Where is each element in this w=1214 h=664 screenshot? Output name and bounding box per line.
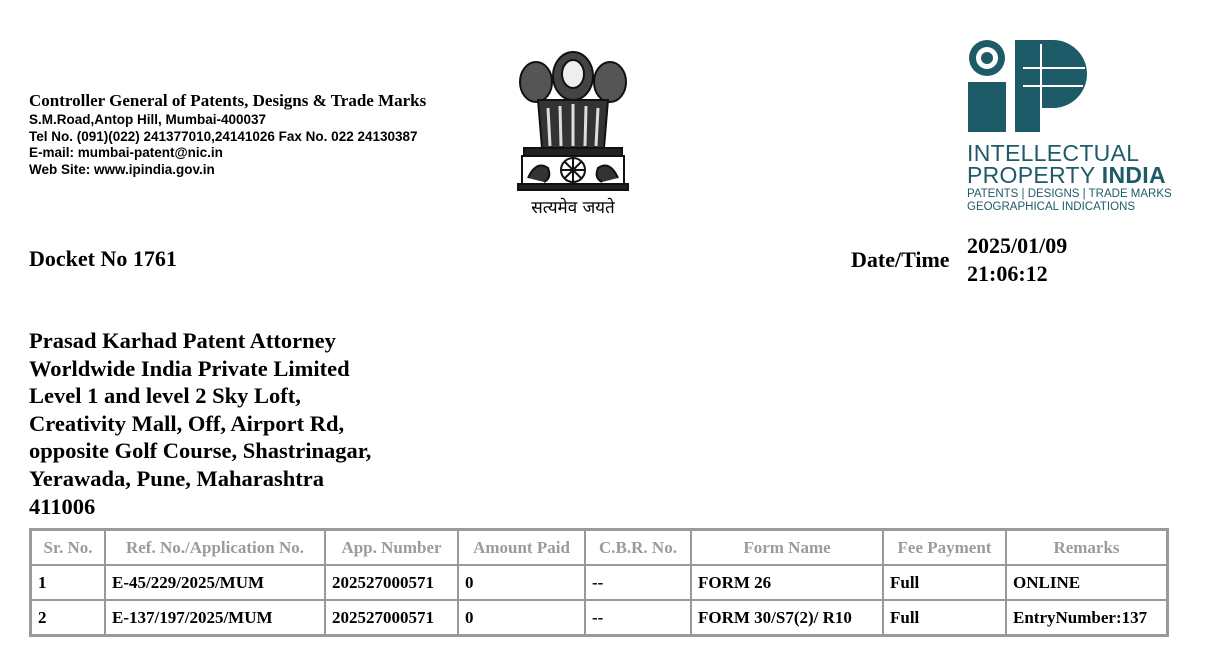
cell-amount-paid: 0 (458, 565, 585, 600)
cell-fee-payment: Full (883, 565, 1006, 600)
cell-app-number: 202527000571 (325, 600, 458, 636)
header-fee-payment: Fee Payment (883, 530, 1006, 566)
ip-subtitle-line2: GEOGRAPHICAL INDICATIONS (967, 201, 1136, 213)
cell-sr-no: 2 (31, 600, 106, 636)
addressee-line: Yerawada, Pune, Maharashtra (29, 465, 324, 491)
office-block (29, 90, 429, 178)
header-cbr-no: C.B.R. No. (585, 530, 691, 566)
ip-title-india: INDIA (1101, 162, 1166, 188)
ip-title-line1: INTELLECTUAL (967, 140, 1140, 166)
emblem-motto: सत्यमेव जयते (531, 198, 615, 218)
cell-ref-no: E-45/229/2025/MUM (105, 565, 325, 600)
docket-number: Docket No 1761 (29, 246, 177, 271)
addressee-line: 411006 (29, 493, 96, 519)
cell-remarks: EntryNumber:137 (1006, 600, 1168, 636)
datetime-date: 2025/01/09 (967, 233, 1068, 258)
cell-app-number: 202527000571 (325, 565, 458, 600)
ip-india-logo (965, 38, 1175, 218)
header-app-number: App. Number (325, 530, 458, 566)
office-email: E-mail: mumbai-patent@nic.in (29, 145, 223, 160)
cell-remarks: ONLINE (1006, 565, 1168, 600)
office-website: Web Site: www.ipindia.gov.in (29, 161, 215, 177)
header-remarks: Remarks (1006, 530, 1168, 566)
cell-amount-paid: 0 (458, 600, 585, 636)
lion-capital-icon (514, 38, 632, 194)
office-phone: Tel No. (091)(022) 241377010,24141026 Fax No. 022 24130387 (29, 128, 418, 144)
cell-form-name: FORM 30/S7(2)/ R10 (691, 600, 883, 636)
table-row (31, 600, 1168, 636)
office-name: Controller General of Patents, Designs & Trade Marks (29, 91, 427, 110)
datetime-time: 21:06:12 (967, 261, 1048, 286)
addressee-line: opposite Golf Course, Shastrinagar, (29, 438, 372, 464)
cell-form-name: FORM 26 (691, 565, 883, 600)
header-ref-no: Ref. No./Application No. (105, 530, 325, 566)
header-form-name: Form Name (691, 530, 883, 566)
addressee-block (29, 327, 371, 520)
cell-ref-no: E-137/197/2025/MUM (105, 600, 325, 636)
header-amount-paid: Amount Paid (458, 530, 585, 566)
addressee-line: Prasad Karhad Patent Attorney (29, 328, 336, 353)
table-header-row (31, 530, 1168, 566)
ip-india-mark-icon (965, 38, 1095, 136)
cell-sr-no: 1 (31, 565, 106, 600)
datetime-label: Date/Time (851, 247, 950, 272)
ip-title-property: PROPERTY (967, 162, 1102, 188)
cell-cbr-no: -- (585, 600, 691, 636)
addressee-line: Creativity Mall, Off, Airport Rd, (29, 410, 345, 436)
fee-table (29, 528, 1169, 637)
table-row (31, 565, 1168, 600)
cell-fee-payment: Full (883, 600, 1006, 636)
national-emblem (514, 38, 632, 220)
header-sr-no: Sr. No. (31, 530, 106, 566)
ip-subtitle-line1: PATENTS | DESIGNS | TRADE MARKS (967, 188, 1172, 200)
cell-cbr-no: -- (585, 565, 691, 600)
ip-title-line2 (967, 162, 1166, 189)
office-address: S.M.Road,Antop Hill, Mumbai-400037 (29, 112, 267, 127)
addressee-line: Worldwide India Private Limited (29, 355, 350, 381)
addressee-line: Level 1 and level 2 Sky Loft, (29, 383, 301, 409)
